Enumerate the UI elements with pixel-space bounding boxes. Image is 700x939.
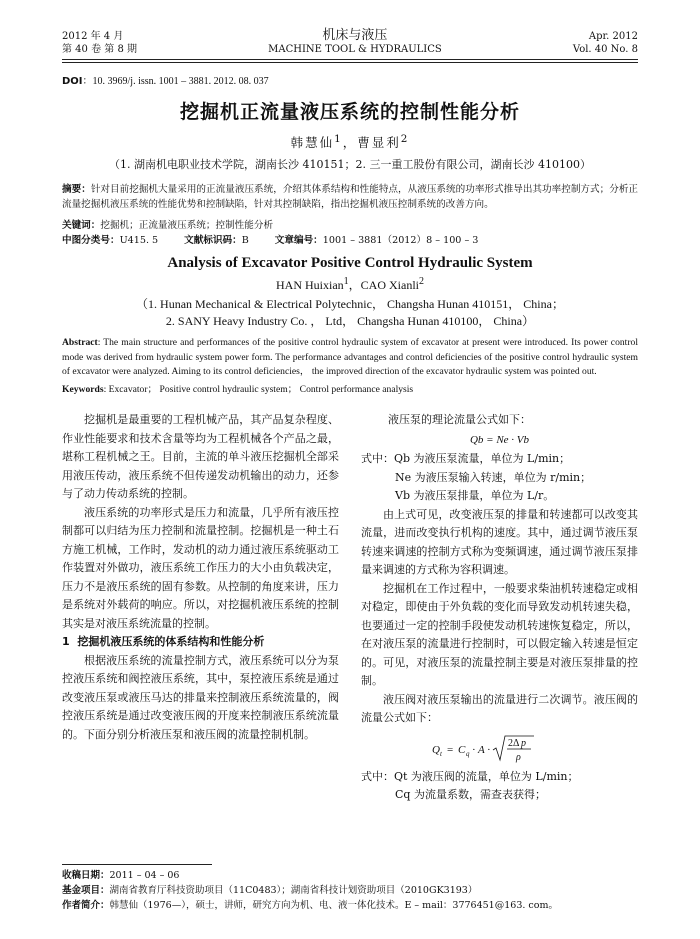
keywords-en bbox=[62, 383, 638, 398]
body-paragraph: 由上式可见，改变液压泵的排量和转速都可以改变其流量，进而改变执行机构的速度。其中，通过调节液压泵转速来调速的控制方式称为变频调速，通过调节液压泵排量来调速的方式称为容积调速。 bbox=[361, 507, 638, 577]
where-item: Ne 为液压泵输入转速，单位为 r/min； bbox=[395, 470, 592, 484]
footnote-rule bbox=[62, 864, 212, 865]
title-cn: 挖掘机正流量液压系统的控制性能分析 bbox=[179, 101, 520, 123]
issue-volume: 第 40 卷 第 8 期 bbox=[62, 44, 137, 55]
author-2-cn: 曹显利 bbox=[357, 135, 401, 151]
svg-text:q: q bbox=[465, 749, 469, 758]
body-paragraph: 液压系统的功率形式是压力和流量，几乎所有液压控制都可以归结为压力控制和流量控制。挖掘机是一种土石方施工机械，工作时，发动机的动力通过液压系统驱动工作装置对外做功，液压系统工作压力的大小由负载决定，压力不是液压系统的固有参数。从控制的角度来讲，压力是系统对外载荷的响应。所以，对挖掘机液压系统的控制其实是对液压系统流量的控制。 bbox=[62, 505, 339, 630]
keywords-en-text: : Excavator； Positive control hydraulic system； Control performance analysis bbox=[103, 383, 414, 395]
header-rule-2 bbox=[62, 62, 638, 63]
valve-flow-equation bbox=[361, 732, 638, 766]
svg-text:t: t bbox=[439, 749, 442, 758]
footnotes bbox=[62, 868, 638, 913]
title-en: Analysis of Excavator Positive Control Hydraulic System bbox=[167, 255, 533, 272]
valve-flow-formula-svg bbox=[430, 732, 570, 766]
doc-label: 文献标识码： bbox=[184, 235, 242, 247]
body-paragraph: 根据液压系统的流量控制方式，液压系统可以分为泵控液压系统和阀控液压系统，其中，泵控液压系统是通过改变液压泵或液压马达的排量来控制液压系统流量的，阀控液压系统是通过改变液压阀的开度来控制液压系统流量的。下面分别分析液压泵和液压阀的流量控制机制。 bbox=[62, 653, 339, 741]
clc-value: U415. 5 bbox=[119, 235, 159, 247]
where-item: Vb 为液压泵排量，单位为 L/r。 bbox=[395, 489, 555, 503]
clc-number bbox=[62, 232, 158, 246]
svg-text:C: C bbox=[457, 743, 465, 756]
body-columns bbox=[62, 411, 638, 805]
formula-intro: 液压泵的理论流量公式如下： bbox=[388, 413, 531, 427]
keywords-en-label: Keywords bbox=[62, 383, 104, 395]
issue-volume-en: Vol. 40 No. 8 bbox=[572, 44, 638, 55]
svg-text:A: A bbox=[477, 743, 485, 756]
svg-text:ρ: ρ bbox=[515, 751, 521, 763]
author-2-en-sup: 2 bbox=[419, 276, 425, 288]
abstract-cn-text: 针对目前挖掘机大量采用的正流量液压系统，介绍其体系结构和性能特点，从液压系统的功率形式推导出其功率控制方式；分析正流量挖掘机液压系统的性能优势和控制缺陷，针对其控制缺陷，指出挖掘机液压控制系统的改善方向。 bbox=[62, 184, 639, 211]
author-2-en: CAO Xianli bbox=[360, 278, 420, 293]
header-rule bbox=[62, 59, 638, 60]
svg-text:2Δ: 2Δ bbox=[507, 737, 519, 749]
issue-month-en: Apr. 2012 bbox=[588, 31, 638, 42]
fund-label: 基金项目： bbox=[62, 885, 110, 896]
author-bio-value[interactable]: 韩慧仙（1976—），硕士，讲师，研究方向为机、电、液一体化技术。E – mail：3776451@163. com。 bbox=[109, 900, 558, 911]
issue-date bbox=[62, 30, 137, 56]
doc-code bbox=[184, 232, 249, 246]
svg-text:Q: Q bbox=[431, 743, 440, 756]
left-column bbox=[62, 411, 339, 805]
svg-text:·: · bbox=[486, 743, 491, 756]
doi-label: DOI bbox=[62, 76, 83, 87]
body-paragraph: 挖掘机在工作过程中，一般要求柴油机转速稳定或相对稳定，即使由于外负载的变化而导致发动机转速失稳，也要通过一定的控制手段使发动机转速恢复稳定，所以，在对液压泵的流量进行控制时，可以假定输入转速是恒定的。可见，对液压泵的流量控制主要是对液压泵排量的控制。 bbox=[361, 581, 638, 688]
keywords-cn-text: 挖掘机；正流量液压系统；控制性能分析 bbox=[100, 220, 274, 232]
author-sep: ， bbox=[342, 135, 358, 151]
pump-flow-equation: Qb = Ne · Vb bbox=[469, 433, 530, 446]
issue-month: 2012 年 4 月 bbox=[62, 31, 124, 42]
where-line bbox=[361, 450, 638, 469]
received-date bbox=[62, 868, 638, 883]
section-number: 1 bbox=[62, 635, 70, 649]
section-title: 挖掘机液压系统的体系结构和性能分析 bbox=[77, 635, 265, 649]
running-header bbox=[62, 28, 638, 56]
where-item: Qt 为液压阀的流量，单位为 L/min； bbox=[394, 769, 579, 783]
author-bio bbox=[62, 898, 638, 913]
where-line bbox=[361, 768, 638, 787]
author-1-sup: 1 bbox=[334, 133, 343, 145]
journal-name-en: MACHINE TOOL & HYDRAULICS bbox=[268, 44, 442, 55]
author-1-cn: 韩慧仙 bbox=[290, 135, 335, 151]
author-bio-label: 作者简介： bbox=[62, 900, 110, 911]
art-label: 文章编号： bbox=[274, 235, 323, 247]
svg-text:·: · bbox=[471, 743, 476, 756]
keywords-cn-label: 关键词： bbox=[62, 220, 101, 232]
abstract-en-label: Abstract bbox=[62, 337, 98, 349]
doi-value[interactable]: ：10. 3969/j. issn. 1001 – 3881. 2012. 08. 037 bbox=[82, 76, 269, 87]
abstract-en bbox=[62, 336, 638, 380]
body-paragraph: 液压阀对液压泵输出的流量进行二次调节。液压阀的流量公式如下： bbox=[361, 692, 638, 725]
section-heading bbox=[62, 633, 339, 652]
doc-value: B bbox=[241, 235, 249, 247]
author-1-en-sup: 1 bbox=[343, 276, 349, 288]
affiliations-cn: （1. 湖南机电职业技术学院，湖南长沙 410151；2. 三一重工股份有限公司，湖南长沙 410100） bbox=[109, 158, 591, 172]
classification-line bbox=[62, 232, 638, 246]
author-1-en: HAN Huixian bbox=[275, 278, 344, 293]
art-value: 1001 – 3881（2012）8 – 100 – 3 bbox=[322, 235, 479, 247]
body-paragraph: 挖掘机是最重要的工程机械产品，其产品复杂程度、作业性能要求和技术含量等均为工程机械各个产品之最，堪称工程机械之王。目前，主流的单斗液压挖掘机全部采用液压传动，液压系统不但传递发动机输出的动力，还参与了动力传动系统的控制。 bbox=[62, 413, 339, 501]
abstract-cn-label: 摘要： bbox=[62, 184, 91, 196]
doi-line bbox=[62, 72, 638, 87]
where-prefix: 式中： bbox=[361, 769, 394, 783]
abstract-en-text: : The main structure and performances of the positive control hydraulic system of excavator at present were introduced. Its power control mode was derived from hydraulic system power form. The performance advantages and control deficiencies of the positive control hydraulic system of excavator were analyzed. Aiming to its control deficiencies， the improved direction of the excavator hydraulic system was pointed out. bbox=[62, 337, 638, 378]
journal-name bbox=[268, 28, 442, 56]
fund-project bbox=[62, 883, 638, 898]
clc-label: 中图分类号： bbox=[62, 235, 120, 247]
issue-info-en bbox=[573, 30, 638, 56]
author-en-sep: ， bbox=[348, 278, 361, 293]
where-item: Cq 为流量系数，需查表获得； bbox=[395, 788, 546, 802]
journal-name-cn: 机床与液压 bbox=[322, 28, 388, 43]
article-number bbox=[275, 232, 479, 246]
svg-text:=: = bbox=[446, 743, 453, 756]
affil-en-line-1: （1. Hunan Mechanical & Electrical Polytechnic， Changsha Hunan 410151， China； bbox=[136, 297, 564, 312]
where-prefix: 式中： bbox=[361, 452, 394, 466]
keywords-cn bbox=[62, 217, 638, 231]
author-2-sup: 2 bbox=[400, 133, 410, 145]
affil-en-line-2: 2. SANY Heavy Industry Co. ， Ltd， Changsha Hunan 410100， China） bbox=[165, 314, 535, 329]
authors-en bbox=[62, 276, 638, 293]
svg-text:p: p bbox=[520, 737, 526, 749]
received-label: 收稿日期： bbox=[62, 870, 110, 881]
abstract-cn bbox=[62, 182, 638, 212]
right-column bbox=[361, 411, 638, 805]
authors-cn bbox=[62, 133, 638, 151]
received-value: 2011 – 04 – 06 bbox=[109, 870, 180, 881]
affiliations-en bbox=[62, 296, 638, 330]
where-item: Qb 为液压泵流量，单位为 L/min； bbox=[394, 452, 571, 466]
fund-value: 湖南省教育厅科技资助项目（11C0483）；湖南省科技计划资助项目（2010GK3193） bbox=[109, 885, 478, 896]
